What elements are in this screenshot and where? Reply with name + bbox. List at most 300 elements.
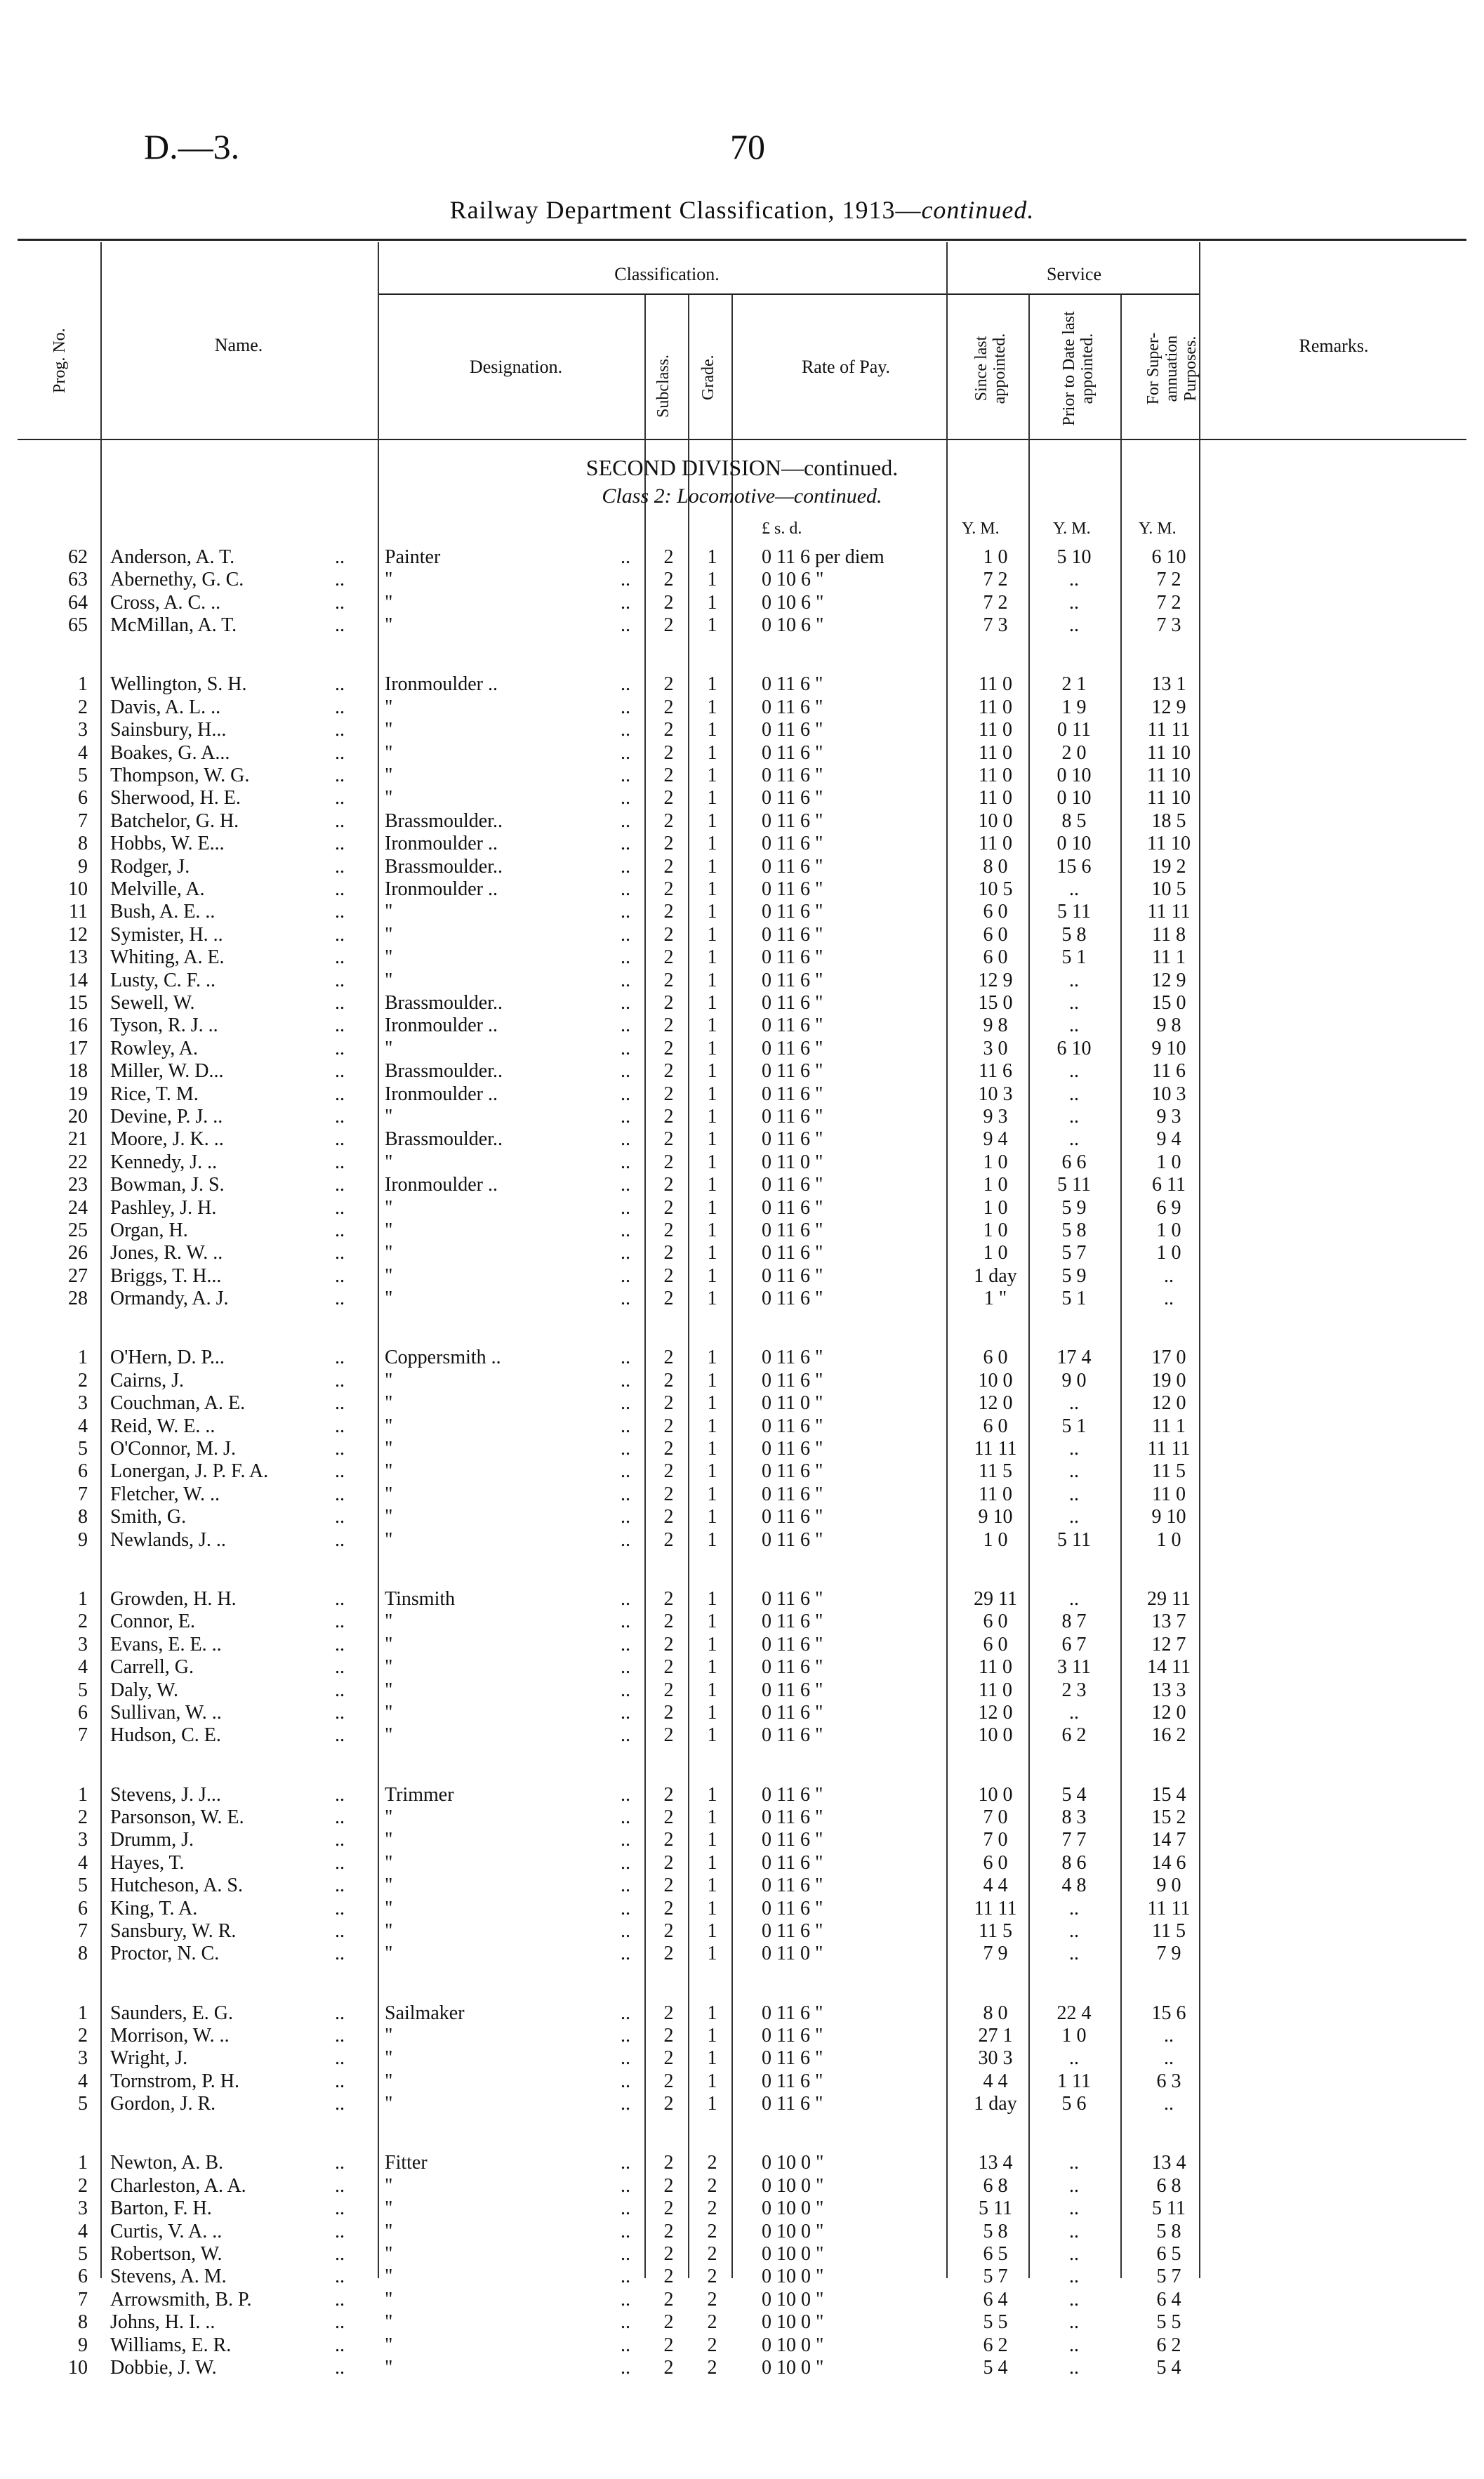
cell-name: Pashley, J. H.	[110, 1197, 217, 1219]
cell-prog-no: 12	[68, 924, 88, 946]
cell-for-superannuation: 6 9	[1156, 1197, 1181, 1219]
leader-dots: ..	[335, 878, 345, 900]
cell-subclass: 2	[663, 1806, 674, 1828]
table-row	[0, 1634, 1484, 1656]
cell-rate-of-pay: 0 10 0 "	[762, 2221, 824, 2242]
leader-dots: ..	[335, 1634, 345, 1655]
cell-since-last: 12 9	[978, 970, 1013, 991]
cell-grade: 1	[707, 1588, 717, 1610]
cell-rate-of-pay: 0 11 6 "	[762, 1875, 823, 1896]
cell-designation: "	[385, 1806, 393, 1828]
cell-designation: Ironmoulder ..	[385, 878, 498, 900]
cell-grade: 1	[707, 1151, 717, 1173]
cell-prior-to-date: 5 8	[1061, 1219, 1087, 1241]
cell-subclass: 2	[663, 2289, 674, 2311]
header-top-rule	[18, 239, 1466, 241]
cell-prog-no: 8	[78, 1943, 88, 1964]
leader-dots: ..	[621, 1943, 630, 1964]
cell-grade: 1	[707, 810, 717, 832]
header-designation: Designation.	[469, 357, 563, 377]
cell-for-superannuation: 11 10	[1147, 742, 1191, 764]
cell-name: Melville, A.	[110, 878, 205, 900]
cell-rate-of-pay: 0 10 0 "	[762, 2289, 824, 2311]
leader-dots: ..	[621, 765, 630, 786]
leader-dots: ..	[621, 810, 630, 832]
cell-rate-of-pay: 0 11 6 "	[762, 1438, 823, 1460]
cell-prog-no: 19	[68, 1083, 88, 1105]
cell-name: Ormandy, A. J.	[110, 1288, 229, 1309]
cell-subclass: 2	[663, 1060, 674, 1082]
cell-rate-of-pay: 0 11 6 "	[762, 970, 823, 991]
cell-rate-of-pay: 0 11 6 "	[762, 856, 823, 878]
leader-dots: ..	[621, 1920, 630, 1942]
cell-name: Whiting, A. E.	[110, 946, 225, 968]
cell-subclass: 2	[663, 1784, 674, 1806]
cell-grade: 1	[707, 673, 717, 695]
leader-dots: ..	[335, 2152, 345, 2174]
cell-rate-of-pay: 0 11 6 "	[762, 1483, 823, 1505]
cell-name: Gordon, J. R.	[110, 2093, 216, 2115]
cell-designation: "	[385, 2025, 393, 2047]
cell-subclass: 2	[663, 1875, 674, 1896]
division-title: SECOND DIVISION—continued.	[585, 455, 899, 480]
cell-name: Bowman, J. S.	[110, 1174, 225, 1196]
cell-prior-to-date: ..	[1069, 992, 1079, 1014]
leader-dots: ..	[621, 742, 630, 764]
cell-designation: "	[385, 1038, 393, 1059]
cell-subclass: 2	[663, 901, 674, 923]
cell-prior-to-date: ..	[1069, 2047, 1079, 2069]
cell-subclass: 2	[663, 1656, 674, 1678]
cell-subclass: 2	[663, 833, 674, 854]
leader-dots: ..	[621, 1197, 630, 1219]
cell-for-superannuation: 6 3	[1156, 2070, 1181, 2092]
cell-name: Jones, R. W. ..	[110, 1242, 223, 1264]
since-units: Y. M.	[962, 520, 1000, 538]
cell-rate-of-pay: 0 11 6 "	[762, 1784, 823, 1806]
cell-prog-no: 26	[68, 1242, 88, 1264]
cell-subclass: 2	[663, 1197, 674, 1219]
header-classification: Classification.	[614, 264, 720, 284]
cell-since-last: 11 11	[974, 1438, 1017, 1460]
cell-grade: 1	[707, 719, 717, 741]
cell-designation: "	[385, 1392, 393, 1414]
leader-dots: ..	[621, 1611, 630, 1632]
cell-since-last: 1 0	[983, 546, 1008, 568]
cell-for-superannuation: 9 3	[1156, 1106, 1181, 1128]
cell-name: Williams, E. R.	[110, 2334, 232, 2356]
cell-since-last: 6 0	[983, 901, 1008, 923]
cell-subclass: 2	[663, 1724, 674, 1746]
cell-since-last: 7 0	[983, 1829, 1008, 1851]
cell-subclass: 2	[663, 2334, 674, 2356]
cell-since-last: 5 11	[979, 2197, 1012, 2219]
leader-dots: ..	[335, 1106, 345, 1128]
leader-dots: ..	[621, 2221, 630, 2242]
cell-prior-to-date: ..	[1069, 592, 1079, 614]
leader-dots: ..	[621, 946, 630, 968]
cell-prior-to-date: ..	[1069, 1106, 1079, 1128]
cell-rate-of-pay: 0 11 6 "	[762, 1702, 823, 1724]
cell-subclass: 2	[663, 946, 674, 968]
cell-prog-no: 11	[69, 901, 88, 923]
cell-for-superannuation: 15 2	[1151, 1806, 1186, 1828]
cell-prog-no: 2	[78, 696, 88, 718]
leader-dots: ..	[335, 1265, 345, 1287]
cell-prog-no: 6	[78, 1460, 88, 1482]
rate-units: £ s. d.	[762, 520, 802, 538]
cell-prog-no: 4	[78, 1852, 88, 1874]
cell-subclass: 2	[663, 1460, 674, 1482]
cell-subclass: 2	[663, 1288, 674, 1309]
cell-name: Organ, H.	[110, 1219, 188, 1241]
cell-prog-no: 2	[78, 1806, 88, 1828]
cell-designation: "	[385, 1106, 393, 1128]
cell-prior-to-date: 5 9	[1061, 1265, 1087, 1287]
table-row	[0, 569, 1484, 591]
cell-grade: 1	[707, 1460, 717, 1482]
cell-prior-to-date: ..	[1069, 2357, 1079, 2379]
cell-for-superannuation: 18 5	[1151, 810, 1186, 832]
cell-grade: 2	[707, 2221, 717, 2242]
cell-name: Stevens, J. J...	[110, 1784, 221, 1806]
leader-dots: ..	[335, 1415, 345, 1437]
cell-rate-of-pay: 0 10 0 "	[762, 2197, 824, 2219]
cell-subclass: 2	[663, 1014, 674, 1036]
cell-name: Sherwood, H. E.	[110, 787, 241, 809]
cell-prog-no: 2	[78, 1370, 88, 1391]
cell-for-superannuation: 12 9	[1151, 696, 1186, 718]
cell-prog-no: 4	[78, 742, 88, 764]
cell-designation: "	[385, 1611, 393, 1632]
cell-designation: "	[385, 1460, 393, 1482]
header-service: Service	[1047, 264, 1101, 284]
cell-grade: 1	[707, 1529, 717, 1551]
cell-prog-no: 8	[78, 833, 88, 854]
cell-since-last: 6 0	[983, 924, 1008, 946]
cell-designation: Coppersmith ..	[385, 1347, 501, 1368]
table-row	[0, 810, 1484, 833]
cell-rate-of-pay: 0 11 6 "	[762, 1898, 823, 1919]
cell-name: Hutcheson, A. S.	[110, 1875, 243, 1896]
leader-dots: ..	[621, 2152, 630, 2174]
cell-name: Wright, J.	[110, 2047, 188, 2069]
leader-dots: ..	[335, 992, 345, 1014]
cell-rate-of-pay: 0 11 6 "	[762, 1506, 823, 1528]
cell-for-superannuation: 7 3	[1156, 614, 1181, 636]
cell-grade: 1	[707, 901, 717, 923]
cell-subclass: 2	[663, 810, 674, 832]
leader-dots: ..	[621, 1460, 630, 1482]
cell-subclass: 2	[663, 1943, 674, 1964]
leader-dots: ..	[621, 1128, 630, 1150]
cell-prior-to-date: 6 6	[1061, 1151, 1087, 1173]
table-row	[0, 1529, 1484, 1552]
cell-designation: "	[385, 2311, 393, 2333]
cell-prior-to-date: 5 1	[1061, 946, 1087, 968]
cell-grade: 1	[707, 1038, 717, 1059]
cell-grade: 2	[707, 2357, 717, 2379]
leader-dots: ..	[621, 1038, 630, 1059]
cell-prior-to-date: 5 1	[1061, 1288, 1087, 1309]
cell-prog-no: 2	[78, 2175, 88, 2197]
table-row	[0, 787, 1484, 809]
cell-prog-no: 2	[78, 2025, 88, 2047]
cell-prog-no: 6	[78, 1702, 88, 1724]
cell-designation: "	[385, 2266, 393, 2287]
cell-prior-to-date: ..	[1069, 1898, 1079, 1919]
cell-prior-to-date: 8 6	[1061, 1852, 1087, 1874]
cell-subclass: 2	[663, 1679, 674, 1701]
cell-grade: 1	[707, 1506, 717, 1528]
cell-prior-to-date: 0 10	[1056, 765, 1092, 786]
table-row	[0, 1392, 1484, 1415]
cell-prog-no: 10	[68, 878, 88, 900]
cell-since-last: 1 day	[974, 2093, 1017, 2115]
cell-rate-of-pay: 0 11 6 "	[762, 2093, 823, 2115]
cell-name: Connor, E.	[110, 1611, 195, 1632]
cell-for-superannuation: 19 2	[1151, 856, 1186, 878]
leader-dots: ..	[335, 673, 345, 695]
cell-since-last: 12 0	[978, 1392, 1013, 1414]
cell-designation: Ironmoulder ..	[385, 1083, 498, 1105]
cell-subclass: 2	[663, 546, 674, 568]
cell-prior-to-date: 7 7	[1061, 1829, 1087, 1851]
leader-dots: ..	[335, 2025, 345, 2047]
cell-prog-no: 4	[78, 2070, 88, 2092]
cell-name: Anderson, A. T.	[110, 546, 235, 568]
cell-since-last: 9 3	[983, 1106, 1008, 1128]
cell-for-superannuation: 12 0	[1151, 1702, 1186, 1724]
cell-grade: 1	[707, 1060, 717, 1082]
cell-designation: "	[385, 765, 393, 786]
cell-name: Reid, W. E. ..	[110, 1415, 216, 1437]
cell-name: Abernethy, G. C.	[110, 569, 244, 590]
cell-rate-of-pay: 0 11 6 "	[762, 1611, 823, 1632]
header-subclass: Subclass.	[654, 355, 673, 418]
cell-name: Robertson, W.	[110, 2243, 223, 2265]
cell-prog-no: 6	[78, 1898, 88, 1919]
leader-dots: ..	[335, 1288, 345, 1309]
table-row	[0, 1438, 1484, 1460]
table-row	[0, 1588, 1484, 1611]
cell-rate-of-pay: 0 11 6 "	[762, 1806, 823, 1828]
cell-for-superannuation: 6 2	[1156, 2334, 1181, 2356]
cell-prog-no: 7	[78, 1724, 88, 1746]
cell-name: Johns, H. I. ..	[110, 2311, 216, 2333]
table-row	[0, 901, 1484, 923]
cell-name: Drumm, J.	[110, 1829, 194, 1851]
leader-dots: ..	[621, 1702, 630, 1724]
cell-rate-of-pay: 0 11 6 "	[762, 1829, 823, 1851]
table-row	[0, 2311, 1484, 2334]
leader-dots: ..	[335, 1460, 345, 1482]
cell-prog-no: 1	[78, 1784, 88, 1806]
leader-dots: ..	[621, 992, 630, 1014]
cell-prior-to-date: 1 0	[1061, 2025, 1087, 2047]
leader-dots: ..	[335, 2243, 345, 2265]
leader-dots: ..	[621, 1724, 630, 1746]
cell-name: Dobbie, J. W.	[110, 2357, 217, 2379]
leader-dots: ..	[335, 2266, 345, 2287]
cell-rate-of-pay: 0 10 0 "	[762, 2266, 824, 2287]
cell-rate-of-pay: 0 11 6 "	[762, 1852, 823, 1874]
cell-prior-to-date: ..	[1069, 2175, 1079, 2197]
cell-for-superannuation: 13 7	[1151, 1611, 1186, 1632]
cell-subclass: 2	[663, 2311, 674, 2333]
cell-for-superannuation: 13 3	[1151, 1679, 1186, 1701]
table-row	[0, 856, 1484, 878]
cell-since-last: 10 0	[978, 810, 1013, 832]
cell-prog-no: 1	[78, 2152, 88, 2174]
cell-designation: Ironmoulder ..	[385, 673, 498, 695]
table-row	[0, 1219, 1484, 1242]
cell-rate-of-pay: 0 11 0 "	[762, 1392, 823, 1414]
leader-dots: ..	[335, 1347, 345, 1368]
cell-designation: Sailmaker	[385, 2002, 465, 2024]
cell-designation: Ironmoulder ..	[385, 1014, 498, 1036]
cell-grade: 1	[707, 569, 717, 590]
page-number: 70	[730, 127, 765, 166]
cell-for-superannuation: 6 11	[1152, 1174, 1186, 1196]
cell-name: Briggs, T. H...	[110, 1265, 222, 1287]
cell-subclass: 2	[663, 2002, 674, 2024]
table-row	[0, 1197, 1484, 1219]
cell-prog-no: 1	[78, 2002, 88, 2024]
cell-grade: 1	[707, 1483, 717, 1505]
cell-rate-of-pay: 0 11 6 "	[762, 765, 823, 786]
cell-prog-no: 7	[78, 1483, 88, 1505]
cell-grade: 1	[707, 1920, 717, 1942]
cell-prog-no: 5	[78, 1875, 88, 1896]
cell-prog-no: 4	[78, 2221, 88, 2242]
cell-grade: 1	[707, 833, 717, 854]
cell-subclass: 2	[663, 1438, 674, 1460]
table-row	[0, 1460, 1484, 1483]
cell-prog-no: 16	[68, 1014, 88, 1036]
cell-prior-to-date: 8 5	[1061, 810, 1087, 832]
leader-dots: ..	[335, 1943, 345, 1964]
leader-dots: ..	[335, 787, 345, 809]
leader-dots: ..	[335, 2221, 345, 2242]
cell-since-last: 4 4	[983, 1875, 1008, 1896]
cell-subclass: 2	[663, 1174, 674, 1196]
cell-for-superannuation: 19 0	[1151, 1370, 1186, 1391]
cell-subclass: 2	[663, 1083, 674, 1105]
leader-dots: ..	[621, 2311, 630, 2333]
leader-dots: ..	[621, 1875, 630, 1896]
cell-rate-of-pay: 0 11 6 "	[762, 901, 823, 923]
leader-dots: ..	[335, 2197, 345, 2219]
table-row	[0, 1151, 1484, 1174]
cell-subclass: 2	[663, 856, 674, 878]
cell-prior-to-date: 9 0	[1061, 1370, 1087, 1391]
cell-since-last: 7 3	[983, 614, 1008, 636]
cell-rate-of-pay: 0 11 6 "	[762, 1197, 823, 1219]
cell-subclass: 2	[663, 2221, 674, 2242]
cell-for-superannuation: 11 5	[1152, 1460, 1186, 1482]
cell-for-superannuation: 16 2	[1151, 1724, 1186, 1746]
cell-prior-to-date: 15 6	[1056, 856, 1092, 878]
cell-since-last: 9 8	[983, 1014, 1008, 1036]
cell-designation: "	[385, 2070, 393, 2092]
cell-since-last: 11 0	[979, 787, 1012, 809]
cell-grade: 1	[707, 1806, 717, 1828]
cell-subclass: 2	[663, 2047, 674, 2069]
cell-subclass: 2	[663, 1106, 674, 1128]
cell-subclass: 2	[663, 970, 674, 991]
leader-dots: ..	[335, 970, 345, 991]
cell-subclass: 2	[663, 1483, 674, 1505]
cell-grade: 1	[707, 787, 717, 809]
leader-dots: ..	[621, 1392, 630, 1414]
leader-dots: ..	[335, 1829, 345, 1851]
prior-units: Y. M.	[1053, 520, 1091, 538]
cell-grade: 1	[707, 765, 717, 786]
cell-subclass: 2	[663, 2243, 674, 2265]
leader-dots: ..	[335, 856, 345, 878]
leader-dots: ..	[621, 1288, 630, 1309]
cell-subclass: 2	[663, 1242, 674, 1264]
leader-dots: ..	[335, 2289, 345, 2311]
cell-since-last: 1 "	[983, 1288, 1007, 1309]
leader-dots: ..	[621, 1852, 630, 1874]
cell-since-last: 6 2	[983, 2334, 1008, 2356]
table-row	[0, 1288, 1484, 1310]
cell-rate-of-pay: 0 10 0 "	[762, 2175, 824, 2197]
cell-prior-to-date: ..	[1069, 2221, 1079, 2242]
leader-dots: ..	[621, 833, 630, 854]
cell-prior-to-date: 6 10	[1056, 1038, 1092, 1059]
cell-since-last: 1 day	[974, 1265, 1017, 1287]
leader-dots: ..	[335, 946, 345, 968]
cell-since-last: 1 0	[983, 1219, 1008, 1241]
title-main: Railway Department Classification, 1913—	[449, 196, 922, 224]
leader-dots: ..	[335, 833, 345, 854]
cell-prog-no: 15	[68, 992, 88, 1014]
cell-for-superannuation: 9 10	[1151, 1506, 1186, 1528]
cell-prior-to-date: 6 2	[1061, 1724, 1087, 1746]
cell-for-superannuation: 9 8	[1156, 1014, 1181, 1036]
cell-name: Newlands, J. ..	[110, 1529, 226, 1551]
cell-prior-to-date: ..	[1069, 970, 1079, 991]
cell-prior-to-date: 8 7	[1061, 1611, 1087, 1632]
leader-dots: ..	[335, 546, 345, 568]
leader-dots: ..	[335, 1656, 345, 1678]
cell-rate-of-pay: 0 11 0 "	[762, 1943, 823, 1964]
cell-name: Hudson, C. E.	[110, 1724, 221, 1746]
cell-subclass: 2	[663, 1415, 674, 1437]
table-row	[0, 878, 1484, 901]
cell-prog-no: 8	[78, 2311, 88, 2333]
cell-designation: "	[385, 1415, 393, 1437]
cell-for-superannuation: ..	[1164, 1288, 1174, 1309]
cell-subclass: 2	[663, 569, 674, 590]
cell-designation: "	[385, 2289, 393, 2311]
cell-prog-no: 23	[68, 1174, 88, 1196]
cell-subclass: 2	[663, 765, 674, 786]
cell-designation: "	[385, 2243, 393, 2265]
cell-prior-to-date: ..	[1069, 1460, 1079, 1482]
cell-designation: "	[385, 1829, 393, 1851]
table-row	[0, 614, 1484, 637]
cell-grade: 2	[707, 2311, 717, 2333]
cell-name: Tornstrom, P. H.	[110, 2070, 239, 2092]
table-row	[0, 2025, 1484, 2047]
cell-since-last: 1 0	[983, 1174, 1008, 1196]
cell-since-last: 4 4	[983, 2070, 1008, 2092]
cell-designation: "	[385, 1724, 393, 1746]
